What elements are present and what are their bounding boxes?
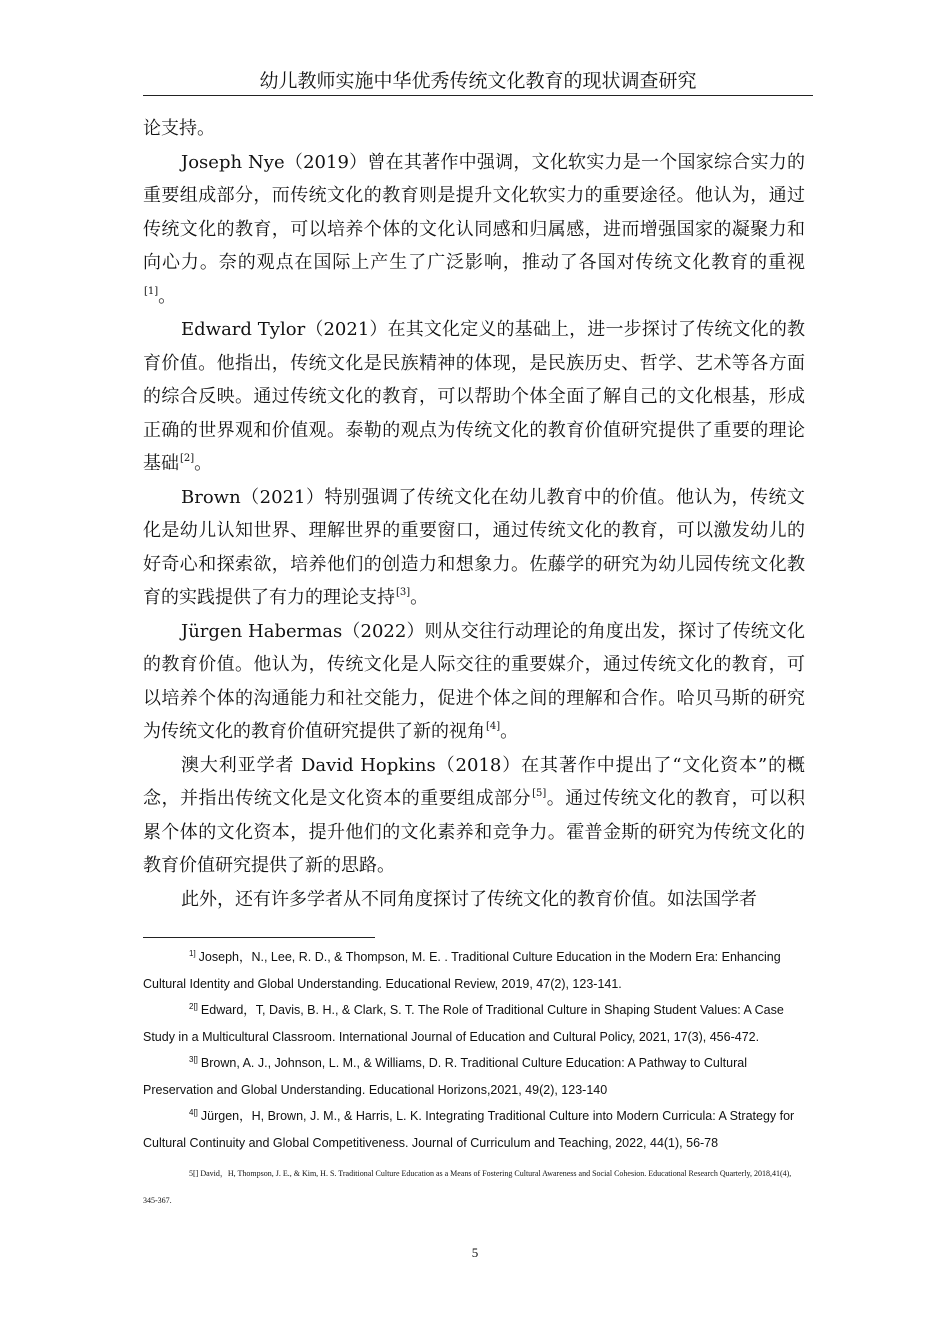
footnote-mark: 1] xyxy=(189,949,196,958)
footnote-text: Brown, A. J., Johnson, L. M., & Williams, D. R. Traditional Culture Education: A Pathway to Cultural Preservation and Global Understanding. Educational Horizons,2021, 49(2), 123-140 xyxy=(143,1056,747,1097)
page-number: 5 xyxy=(471,1245,479,1260)
paragraph-text: 此外，还有许多学者从不同角度探讨了传统文化的教育价值。如法国学者 xyxy=(181,888,757,910)
footnote-mark: 2[] xyxy=(189,1002,198,1011)
paragraph-tail: 。 xyxy=(158,285,177,307)
footnote-2 xyxy=(143,997,805,1050)
citation-ref-2[interactable]: [2] xyxy=(180,453,195,464)
footnote-text: Edward，T, Davis, B. H., & Clark, S. T. The Role of Traditional Culture in Shaping Student Values: A Case Study in a Multicultural Classroom. International Journal of Education and Cultural Policy, 2021, 17(3), 456-472. xyxy=(143,1003,784,1044)
footnote-text: 5[] David，H, Thompson, J. E., & Kim, H. S. Traditional Culture Education as a Means of Fostering Cultural Awareness and Social Cohesion. Educational Research Quarterly, 2018,41(4), 345-367. xyxy=(143,1169,792,1205)
paragraph-tail: 。通过传统文化的教育，可以积累个体的文化资本，提升他们的文化素养和竞争力。霍普金斯的研究为传统文化的教育价值研究提供了新的思路。 xyxy=(143,788,806,876)
footnote-separator xyxy=(143,937,375,938)
footnote-5 xyxy=(143,1160,805,1214)
footnotes xyxy=(143,944,805,1214)
citation-ref-4[interactable]: [4] xyxy=(486,721,501,732)
footnote-text: Jürgen，H, Brown, J. M., & Harris, L. K. Integrating Traditional Culture into Modern Curricula: A Strategy for Cultural Continuity and Global Competitiveness. Journal of Curriculum and Teaching, 2022, 44(1), 56-78 xyxy=(143,1109,795,1150)
paragraph-continuation xyxy=(143,112,805,146)
body-text xyxy=(143,112,805,916)
paragraph-tail: 。 xyxy=(500,721,519,742)
paragraph-text: Brown（2021）特别强调了传统文化在幼儿教育中的价值。他认为，传统文化是幼儿认知世界、理解世界的重要窗口，通过传统文化的教育，可以激发幼儿的好奇心和探索欲，培养他们的创造力和想象力。佐藤学的研究为幼儿园传统文化教育的实践提供了有力的理论支持 xyxy=(143,486,805,608)
paragraph-tail: 。 xyxy=(410,587,429,608)
paragraph-brown xyxy=(143,481,805,615)
paragraph-habermas xyxy=(143,615,805,749)
paragraph-joseph-nye xyxy=(143,146,805,314)
paragraph-edward-tylor xyxy=(143,313,805,481)
footnote-mark: 3[] xyxy=(189,1055,198,1064)
paragraph-tail: 。 xyxy=(194,453,213,474)
paragraph-hopkins xyxy=(143,749,805,883)
footnote-3 xyxy=(143,1050,805,1103)
paragraph-others xyxy=(143,883,805,917)
header-rule xyxy=(143,95,813,96)
paragraph-text: 论支持。 xyxy=(143,118,215,139)
footnote-mark: 4[] xyxy=(189,1108,198,1117)
footnote-4 xyxy=(143,1103,805,1156)
citation-ref-1[interactable]: [1] xyxy=(144,285,159,297)
footnote-text: Joseph，N., Lee, R. D., & Thompson, M. E. . Traditional Culture Education in the Modern Era: Enhancing Cultural Identity and Global Understanding. Educational Review, 2019, 47(2), 123-141. xyxy=(143,950,781,991)
citation-ref-3[interactable]: [3] xyxy=(396,587,411,598)
citation-ref-5[interactable]: [5] xyxy=(532,788,547,799)
paragraph-text: Jürgen Habermas（2022）则从交往行动理论的角度出发，探讨了传统文化的教育价值。他认为，传统文化是人际交往的重要媒介，通过传统文化的教育，可以培养个体的沟通能力和社交能力，促进个体之间的理解和合作。哈贝马斯的研究为传统文化的教育价值研究提供了新的视角 xyxy=(143,620,805,742)
footnote-1 xyxy=(143,944,805,997)
running-header: 幼儿教师实施中华优秀传统文化教育的现状调查研究 xyxy=(259,70,697,92)
paragraph-text: 澳大利亚学者 David Hopkins（2018）在其著作中提出了“文化资本”的概念，并指出传统文化是文化资本的重要组成部分 xyxy=(143,754,805,809)
paragraph-text: Joseph Nye（2019）曾在其著作中强调，文化软实力是一个国家综合实力的重要组成部分，而传统文化的教育则是提升文化软实力的重要途径。他认为，通过传统文化的教育，可以培养个体的文化认同感和归属感，进而增强国家的凝聚力和向心力。奈的观点在国际上产生了广泛影响，推动了各国对传统文化教育的重视 xyxy=(143,151,805,273)
paragraph-text: Edward Tylor（2021）在其文化定义的基础上，进一步探讨了传统文化的教育价值。他指出，传统文化是民族精神的体现，是民族历史、哲学、艺术等各方面的综合反映。通过传统文化的教育，可以帮助个体全面了解自己的文化根基，形成正确的世界观和价值观。泰勒的观点为传统文化的教育价值研究提供了重要的理论基础 xyxy=(143,319,805,474)
